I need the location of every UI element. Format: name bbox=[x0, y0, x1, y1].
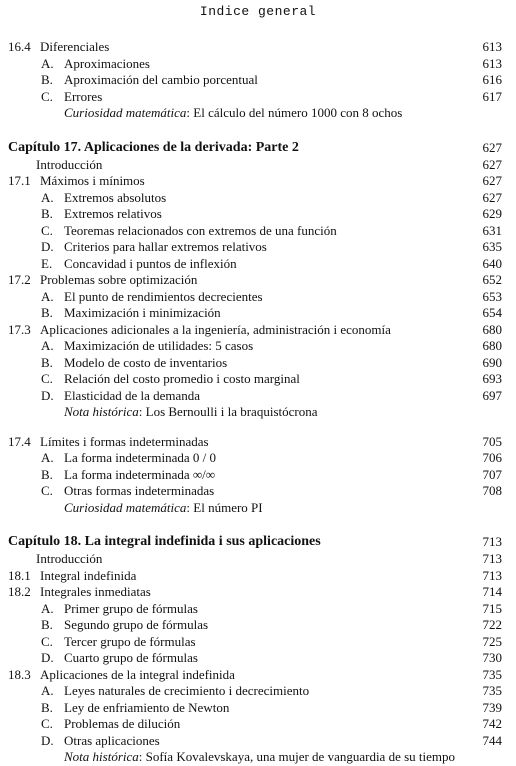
section-number: 16.4 bbox=[8, 39, 31, 54]
page-number: 616 bbox=[482, 72, 502, 87]
toc-note-entry bbox=[0, 749, 516, 766]
toc-note-entry bbox=[0, 105, 516, 122]
section-title: Integrales inmediatas bbox=[40, 584, 151, 599]
subsection-title: Leyes naturales de crecimiento i decrecimiento bbox=[64, 683, 310, 698]
page-number: 714 bbox=[482, 584, 502, 599]
page-number: 708 bbox=[482, 483, 502, 498]
page-number: 707 bbox=[482, 466, 502, 482]
page-number: 627 bbox=[482, 139, 502, 155]
entry-title: Introducción bbox=[36, 156, 103, 172]
section-title: Problemas sobre optimización bbox=[40, 272, 198, 287]
page-number: 653 bbox=[482, 288, 502, 304]
toc-subsection-entry bbox=[0, 700, 516, 717]
toc-subsection-entry bbox=[0, 601, 516, 618]
subsection-title: La forma indeterminada ∞/∞ bbox=[64, 466, 216, 482]
toc-subsection-entry bbox=[0, 634, 516, 651]
table-of-contents bbox=[0, 39, 516, 766]
page-number: 713 bbox=[482, 567, 502, 583]
toc-intro-entry bbox=[0, 157, 516, 174]
toc-section-entry bbox=[0, 272, 516, 289]
toc-subsection-entry bbox=[0, 371, 516, 388]
section-title: Límites i formas indeterminadas bbox=[40, 433, 209, 449]
note-text bbox=[64, 749, 455, 766]
subsection-letter: B. bbox=[41, 699, 53, 715]
toc-subsection-entry bbox=[0, 223, 516, 240]
page-number: 680 bbox=[482, 338, 502, 353]
note-description: : Sofía Kovalevskaya, una mujer de vanguardia de su tiempo bbox=[138, 749, 456, 764]
page-number: 613 bbox=[482, 55, 502, 71]
section-number: 17.4 bbox=[8, 433, 31, 449]
spacer bbox=[0, 122, 516, 139]
toc-subsection-entry bbox=[0, 617, 516, 634]
toc-section-entry bbox=[0, 568, 516, 585]
note-text bbox=[64, 404, 317, 421]
page-number: 635 bbox=[482, 239, 502, 254]
toc-subsection-entry bbox=[0, 89, 516, 106]
section-title: Aplicaciones de la integral indefinida bbox=[40, 666, 235, 682]
subsection-title: Extremos absolutos bbox=[64, 189, 167, 205]
toc-subsection-entry bbox=[0, 388, 516, 405]
subsection-letter: C. bbox=[41, 633, 53, 649]
subsection-letter: A. bbox=[41, 288, 54, 304]
toc-subsection-entry bbox=[0, 305, 516, 322]
section-number: 18.3 bbox=[8, 666, 31, 682]
chapter-title: Capítulo 18. La integral indefinida i sus aplicaciones bbox=[8, 534, 321, 549]
subsection-title: Tercer grupo de fórmulas bbox=[64, 633, 196, 649]
subsection-letter: A. bbox=[41, 683, 54, 698]
toc-note-entry bbox=[0, 500, 516, 517]
page-number: 627 bbox=[482, 189, 502, 205]
page-number: 627 bbox=[482, 156, 502, 172]
page-number: 706 bbox=[482, 450, 502, 465]
subsection-title: Maximización i minimización bbox=[64, 305, 221, 320]
page-number: 715 bbox=[482, 600, 502, 616]
note-label: Nota histórica bbox=[64, 404, 139, 419]
toc-section-entry bbox=[0, 584, 516, 601]
page-number: 725 bbox=[482, 633, 502, 649]
toc-chapter-entry bbox=[0, 533, 516, 551]
page-number: 739 bbox=[482, 699, 502, 715]
toc-subsection-entry bbox=[0, 239, 516, 256]
toc-section-entry bbox=[0, 667, 516, 684]
running-header: Indice general bbox=[199, 4, 317, 19]
subsection-title: Primer grupo de fórmulas bbox=[64, 600, 198, 616]
toc-subsection-entry bbox=[0, 72, 516, 89]
note-text bbox=[64, 105, 402, 122]
note-label: Nota histórica bbox=[64, 749, 139, 764]
subsection-letter: C. bbox=[41, 483, 53, 498]
subsection-title: Relación del costo promedio i costo marginal bbox=[64, 371, 300, 386]
section-number: 17.3 bbox=[8, 321, 31, 337]
page-number: 713 bbox=[482, 534, 502, 549]
subsection-title: Modelo de costo de inventarios bbox=[64, 354, 228, 370]
page-number: 742 bbox=[482, 716, 502, 731]
page-number: 705 bbox=[482, 433, 502, 449]
toc-section-entry bbox=[0, 434, 516, 451]
page-number: 652 bbox=[482, 272, 502, 287]
subsection-letter: A. bbox=[41, 55, 54, 71]
subsection-letter: A. bbox=[41, 600, 54, 616]
toc-subsection-entry bbox=[0, 716, 516, 733]
subsection-letter: B. bbox=[41, 466, 53, 482]
subsection-letter: C. bbox=[41, 222, 53, 238]
toc-subsection-entry bbox=[0, 289, 516, 306]
subsection-letter: D. bbox=[41, 650, 54, 665]
subsection-title: Teoremas relacionados con extremos de una función bbox=[64, 222, 337, 238]
section-number: 17.1 bbox=[8, 173, 31, 188]
subsection-title: Extremos relativos bbox=[64, 206, 162, 221]
subsection-letter: A. bbox=[41, 189, 54, 205]
subsection-letter: A. bbox=[41, 450, 54, 465]
toc-intro-entry bbox=[0, 551, 516, 568]
page-number: 690 bbox=[482, 354, 502, 370]
subsection-letter: E. bbox=[41, 255, 53, 271]
entry-title: Introducción bbox=[36, 551, 103, 566]
page-number: 617 bbox=[482, 88, 502, 104]
spacer bbox=[0, 516, 516, 533]
subsection-letter: C. bbox=[41, 371, 53, 386]
subsection-title: Concavidad i puntos de inflexión bbox=[64, 255, 237, 271]
note-description: : Los Bernoulli i la braquistócrona bbox=[138, 404, 318, 419]
subsection-title: Criterios para hallar extremos relativos bbox=[64, 239, 267, 254]
toc-subsection-entry bbox=[0, 190, 516, 207]
subsection-title: Ley de enfriamiento de Newton bbox=[64, 699, 230, 715]
note-description: : El número PI bbox=[186, 499, 263, 515]
page-number: 722 bbox=[482, 617, 502, 632]
subsection-title: Elasticidad de la demanda bbox=[64, 387, 201, 403]
subsection-letter: B. bbox=[41, 72, 53, 87]
toc-subsection-entry bbox=[0, 483, 516, 500]
section-number: 18.2 bbox=[8, 584, 31, 599]
page-number: 730 bbox=[482, 650, 502, 665]
section-title: Máximos i mínimos bbox=[40, 173, 145, 188]
subsection-letter: D. bbox=[41, 387, 54, 403]
page-number: 613 bbox=[482, 39, 502, 54]
subsection-title: La forma indeterminada 0 / 0 bbox=[64, 450, 216, 465]
toc-section-entry bbox=[0, 39, 516, 56]
subsection-letter: A. bbox=[41, 338, 54, 353]
subsection-title: El punto de rendimientos decrecientes bbox=[64, 288, 263, 304]
toc-subsection-entry bbox=[0, 467, 516, 484]
page-number: 640 bbox=[482, 255, 502, 271]
spacer bbox=[0, 421, 516, 434]
page-number: 631 bbox=[482, 222, 502, 238]
subsection-title: Maximización de utilidades: 5 casos bbox=[64, 338, 254, 353]
subsection-title: Otras aplicaciones bbox=[64, 732, 160, 748]
toc-subsection-entry bbox=[0, 206, 516, 223]
section-title: Diferenciales bbox=[40, 39, 110, 54]
chapter-title: Capítulo 17. Aplicaciones de la derivada: Parte 2 bbox=[8, 139, 299, 155]
subsection-title: Problemas de dilución bbox=[64, 716, 181, 731]
section-title: Aplicaciones adicionales a la ingeniería, administración i economía bbox=[40, 321, 391, 337]
subsection-title: Aproximaciones bbox=[64, 55, 150, 71]
toc-subsection-entry bbox=[0, 256, 516, 273]
note-label: Curiosidad matemática bbox=[64, 499, 187, 515]
toc-subsection-entry bbox=[0, 355, 516, 372]
note-text bbox=[64, 500, 263, 517]
toc-chapter-entry bbox=[0, 139, 516, 157]
subsection-letter: B. bbox=[41, 305, 53, 320]
subsection-title: Errores bbox=[64, 88, 103, 104]
page-number: 697 bbox=[482, 387, 502, 403]
subsection-title: Segundo grupo de fórmulas bbox=[64, 617, 209, 632]
note-description: : El cálculo del número 1000 con 8 ochos bbox=[186, 105, 403, 120]
subsection-letter: D. bbox=[41, 732, 54, 748]
page-number: 693 bbox=[482, 371, 502, 386]
section-number: 17.2 bbox=[8, 272, 31, 287]
subsection-letter: B. bbox=[41, 354, 53, 370]
subsection-title: Aproximación del cambio porcentual bbox=[64, 72, 258, 87]
toc-subsection-entry bbox=[0, 650, 516, 667]
subsection-letter: C. bbox=[41, 88, 53, 104]
page-number: 735 bbox=[482, 666, 502, 682]
subsection-title: Otras formas indeterminadas bbox=[64, 483, 215, 498]
page-number: 735 bbox=[482, 683, 502, 698]
toc-subsection-entry bbox=[0, 338, 516, 355]
toc-subsection-entry bbox=[0, 683, 516, 700]
page-number: 713 bbox=[482, 551, 502, 566]
page-number: 744 bbox=[482, 732, 502, 748]
section-number: 18.1 bbox=[8, 567, 31, 583]
toc-section-entry bbox=[0, 173, 516, 190]
subsection-letter: D. bbox=[41, 239, 54, 254]
note-label: Curiosidad matemática bbox=[64, 105, 187, 120]
subsection-letter: B. bbox=[41, 617, 53, 632]
subsection-title: Cuarto grupo de fórmulas bbox=[64, 650, 198, 665]
toc-section-entry bbox=[0, 322, 516, 339]
page-number: 629 bbox=[482, 206, 502, 221]
page-number: 627 bbox=[482, 173, 502, 188]
page-number: 654 bbox=[482, 305, 502, 320]
toc-subsection-entry bbox=[0, 733, 516, 750]
subsection-letter: C. bbox=[41, 716, 53, 731]
subsection-letter: B. bbox=[41, 206, 53, 221]
toc-subsection-entry bbox=[0, 450, 516, 467]
toc-subsection-entry bbox=[0, 56, 516, 73]
toc-note-entry bbox=[0, 404, 516, 421]
page-number: 680 bbox=[482, 321, 502, 337]
section-title: Integral indefinida bbox=[40, 567, 137, 583]
